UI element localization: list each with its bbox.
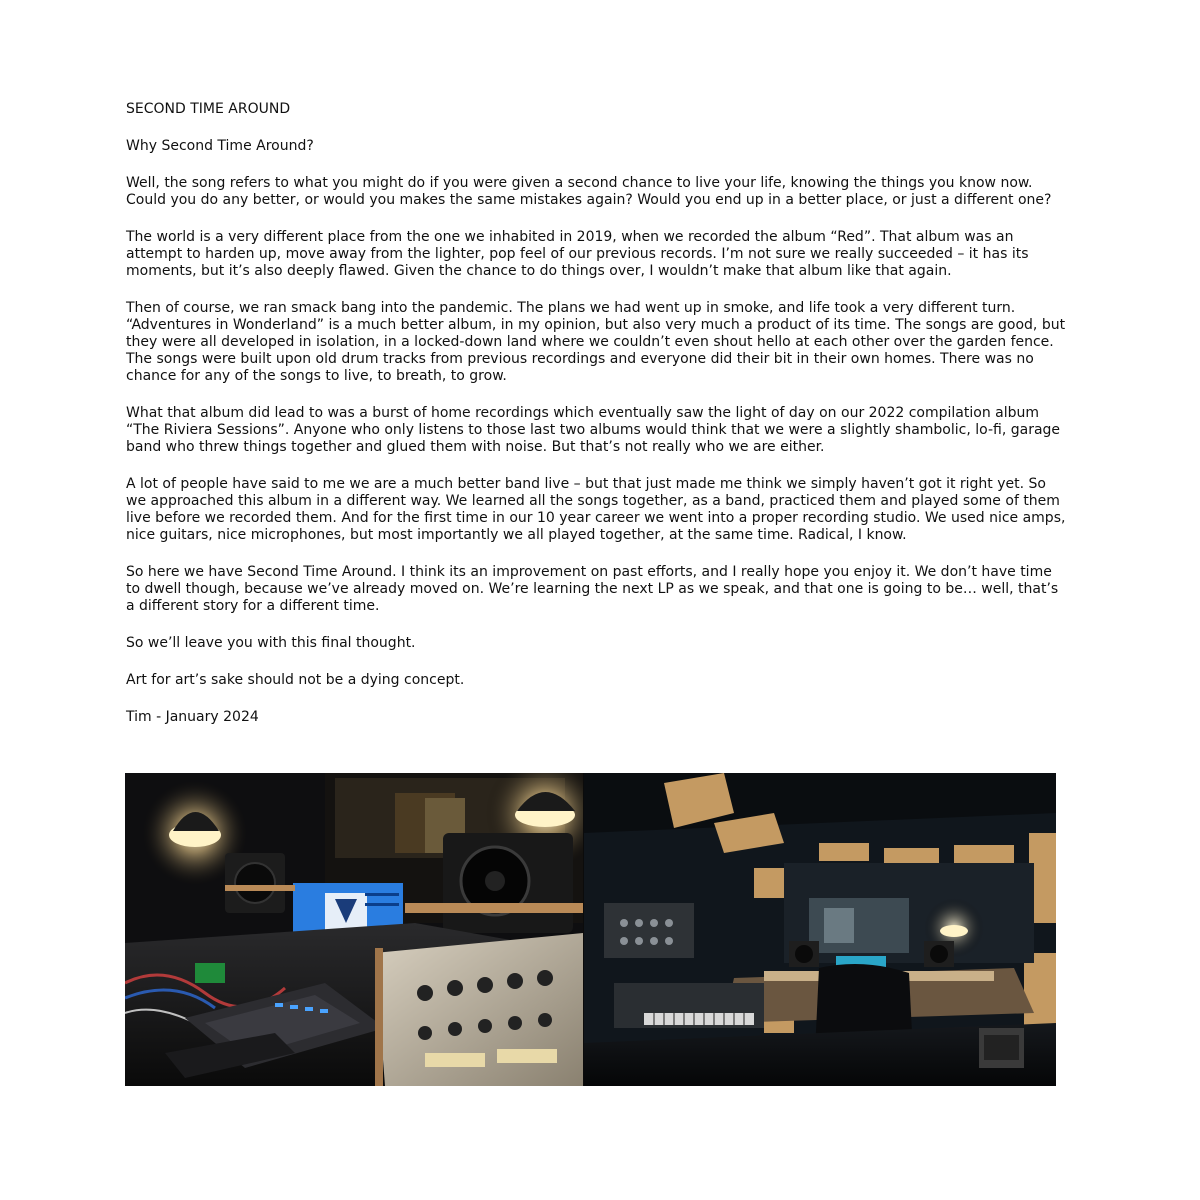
- paragraph: Why Second Time Around?: [126, 138, 314, 154]
- paragraph: Well, the song refers to what you might do if you were given a second chance to live your life, knowing the things you know now. Could you do any better, or would you makes the same mistakes again? Would you end up in a better place, or just a different one?: [126, 175, 1052, 208]
- letter-text: [126, 101, 1066, 746]
- recording-studio-mixing-desk-photo: [125, 773, 583, 1086]
- paragraph: Then of course, we ran smack bang into the pandemic. The plans we had went up in smoke, and life took a very different turn. “Adventures in Wonderland” is a much better album, in my opinion, but also very much a product of its time. The songs are good, but they were all developed in isolation, in a locked-down land where we couldn’t even shout hello at each other over the garden fence. The songs were built upon old drum tracks from previous recordings and everyone did their bit in their own homes. There was no chance for any of the songs to live, to breath, to grow.: [126, 300, 1066, 384]
- document-title: SECOND TIME AROUND: [126, 101, 291, 117]
- paragraph: What that album did lead to was a burst of home recordings which eventually saw the light of day on our 2022 compilation album “The Riviera Sessions”. Anyone who only listens to those last two albums would think that we were a slightly shambolic, lo-fi, garage band who threw things together and glued them with noise. But that’s not really who we are either.: [126, 405, 1061, 455]
- mixing-desk-illustration: [125, 773, 583, 1086]
- studio-photos: [125, 773, 1056, 1086]
- signature-line: Tim - January 2024: [126, 709, 259, 725]
- control-room-illustration: [584, 773, 1056, 1086]
- paragraph: Art for art’s sake should not be a dying concept.: [126, 672, 465, 688]
- paragraph: So we’ll leave you with this final thought.: [126, 635, 416, 651]
- recording-studio-control-room-photo: [584, 773, 1056, 1086]
- paragraph: So here we have Second Time Around. I think its an improvement on past efforts, and I really hope you enjoy it. We don’t have time to dwell though, because we’ve already moved on. We’re learning the next LP as we speak, and that one is going to be… well, that’s a different story for a different time.: [126, 564, 1059, 614]
- paragraph: A lot of people have said to me we are a much better band live – but that just made me think we simply haven’t got it right yet. So we approached this album in a different way. We learned all the songs together, as a band, practiced them and played some of them live before we recorded them. And for the first time in our 10 year career we went into a proper recording studio. We used nice amps, nice guitars, nice microphones, but most importantly we all played together, at the same time. Radical, I know.: [126, 476, 1066, 543]
- paragraph: The world is a very different place from the one we inhabited in 2019, when we recorded the album “Red”. That album was an attempt to harden up, move away from the lighter, pop feel of our previous records. I’m not sure we really succeeded – it has its moments, but it’s also deeply flawed. Given the chance to do things over, I wouldn’t make that album like that again.: [126, 229, 1029, 279]
